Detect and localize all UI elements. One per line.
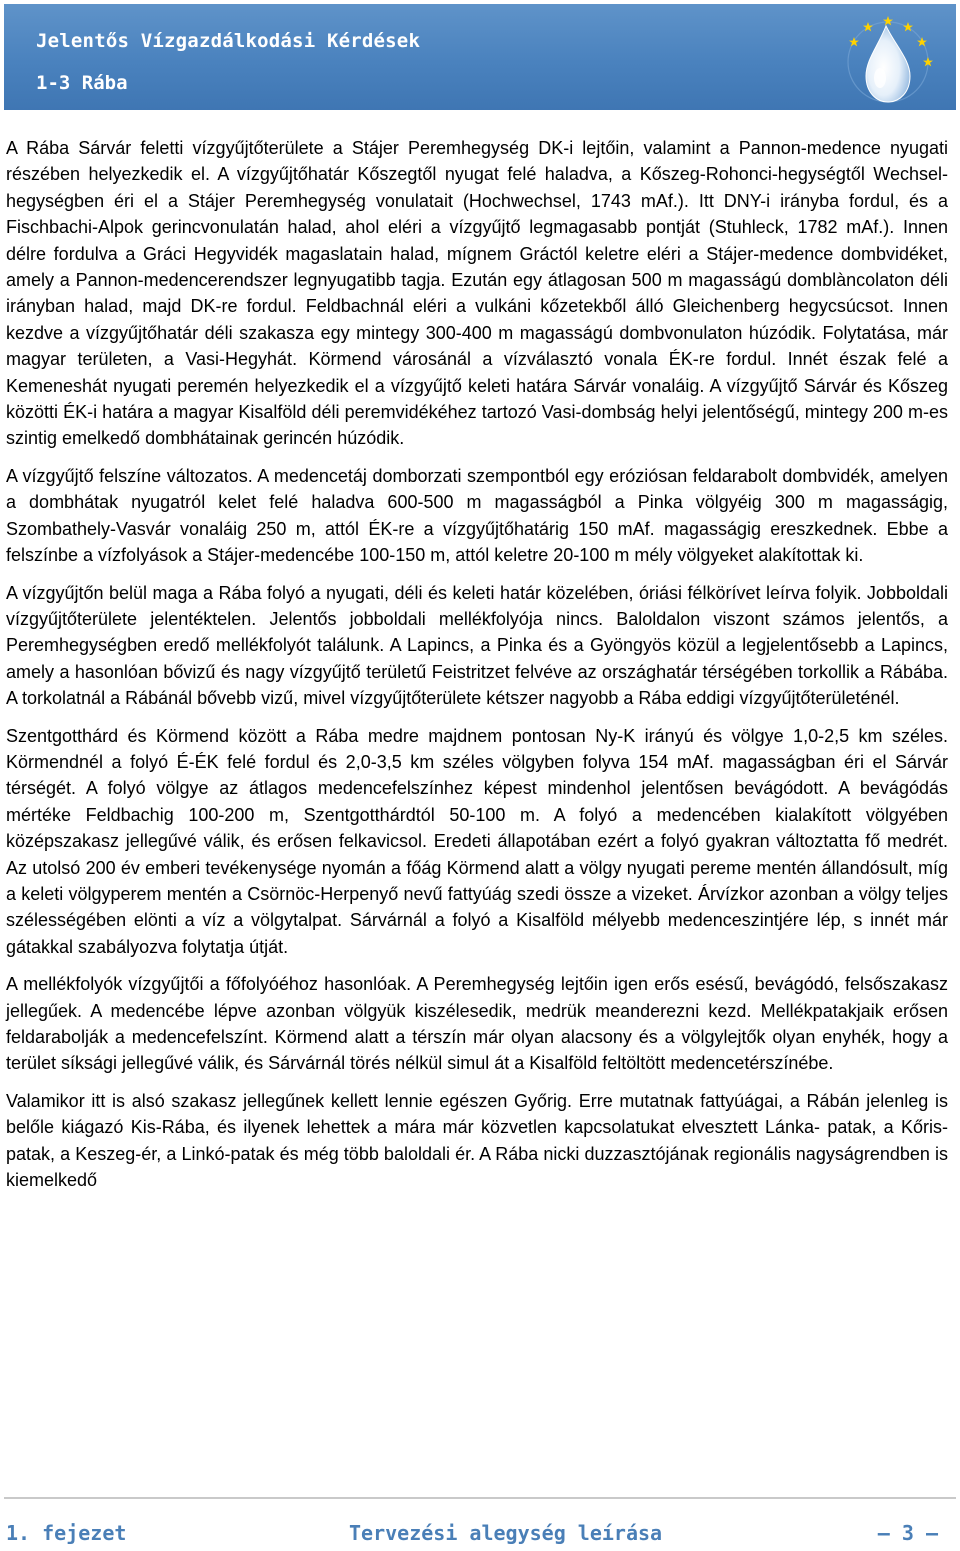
page-header — [4, 4, 956, 110]
header-title: Jelentős Vízgazdálkodási Kérdések — [36, 30, 421, 52]
paragraph-tributaries: A mellékfolyók vízgyűjtői a főfolyóéhoz hasonlóak. A Peremhegység lejtőin igen erős esésű, bevágódó, felsőszakasz jellegűek. A medencébe lépve azonban völgyük kiszélesedik, medrük meanderezni kezd. Mellékpatakjaik erősen feldarabolják a medencefelszínt. Körmend alatt a térszín már olyan alacsony és a völgylejtők olyan enyhék, hogy a terület síksági jellegűvé válik, és Sárvárnál törés nélkül simul át a Kisalföld feltöltött medencetérszínébe. — [6, 974, 948, 1074]
paragraph-watershed-boundary: A Rába Sárvár feletti vízgyűjtőterülete a Stájer Peremhegység DK-i lejtőin, valamint a Pannon-medence nyugati részében helyezkedik el. A vízgyűjtőhatár Kőszegtől nyugat felé haladva, a Kőszeg-Rohonci-hegységtől Wechsel-hegységben éri el a Stájer Peremhegység vonulatait (Hochwechsel, 1743 mAf.). Itt DNY-i irányba fordul, és a Fischbachi-Alpok gerincvonulatán halad, ahol eléri a vízgyűjtő legmagasabb pontját (Stuhleck, 1782 mAf.). Innen délre fordulva a Gráci Hegyvidék magaslatain halad, mígnem Gráctól keletre eléri a Stájer-medence dombvidéket, amely a Pannon-medencerendszer legnyugatibb tagja. Ezután egy átlagosan 500 m magasságú domblàncolaton déli irányban halad, majd DK-re fordul. Feldbachnál eléri a vulkáni kőzetekből álló Gleichenberg hegycsúcsot. Innen kezdve a vízgyűjtőhatár déli szakasza egy mintegy 300-400 m magasságú dombvonulaton húzódik. Folytatása, már magyar területen, a Vasi-Hegyhát. Körmend városánál a vízválasztó vonala ÉK-re fordul. Innét észak felé a Kemeneshát nyugati peremén helyezkedik el a vízgyűjtő keleti határa Sárvár vonaláig. A vízgyűjtő Sárvár és Kőszeg közötti ÉK-i határa a magyar Kisalföld déli peremvidékéhez tartozó Vasi-dombság helyi jelentőségű, mintegy 200 m-es szintig emelkedő dombhátainak gerincén húzódik. — [6, 138, 948, 449]
paragraph-river-course: A vízgyűjtőn belül maga a Rába folyó a nyugati, déli és keleti határ közelében, óriási félkörívet leírva folyik. Jobboldali vízgyűjtőterülete jelentéktelen. Jelentős jobboldali mellékfolyója nincs. Baloldalon viszont számos jelentős, a Peremhegységben eredő mellékfolyót találunk. A Lapincs, a Pinka és a Gyöngyös közül a legjelentősebb a Lapincs, amely a hasonlóan bővizű és nagy vízgyűjtő területű Feistritzet felvéve az országhatár térségében torkollik a Rábába. A torkolatnál a Rábánál bővebb vizű, mivel vízgyűjtőterülete kétszer nagyobb a Rába eddigi vízgyűjtőterületénél. — [6, 582, 948, 709]
paragraph-lower-section: Valamikor itt is alsó szakasz jellegűnek kellett lennie egészen Győrig. Erre mutatnak fattyúágai, a Rábán jelenleg is belőle kiágazó Kis-Rába, és ilyenek lehettek a mára már közvetlen kapcsolatukat elvesztett Lánka- patak, a Kőris-patak, a Keszeg-ér, a Linkó-patak és még több baloldali ér. A Rába nicki duzzasztójának regionális nagyságrendben is kiemelkedő — [6, 1090, 948, 1191]
page-footer — [4, 1521, 956, 1545]
footer-section-title: Tervezési alegység leírása — [349, 1521, 663, 1545]
footer-page-number: ― 3 ― — [877, 1521, 938, 1545]
water-drop-eu-logo — [818, 4, 948, 110]
paragraph-surface: A vízgyűjtő felszíne változatos. A medencetáj domborzati szempontból egy eróziósan feldarabolt dombvidék, amelyen a dombhátak nyugatról kelet felé haladva 600-500 m magasságból a Pinka völgyéig 300 m magasságig, Szombathely-Vasvár vonaláig 250 m, attól ÉK-re a vízgyűjtőhatárig 150 mAf. magasságig ereszkednek. Ebbe a felszínbe a vízfolyások a Stájer-medencébe 100-150 m, attól keletre 20-100 m mély völgyeket alakítottak ki. — [6, 465, 948, 566]
paragraph-valley: Szentgotthárd és Körmend között a Rába medre majdnem pontosan Ny-K irányú és völgye 1,0-2,5 km széles. Körmendnél a folyó É-ÉK felé fordul és 2,0-3,5 km széles völgyben folyva 154 mAf. magasságban éri el Sárvár térségét. A folyó völgye az átlagos medencefelszínhez képest mindenhol jelentősen bevágódott. A bevágódás mértéke Feldbachig 100-200 m, Szentgotthárdtól 50-100 m. A folyó a medencében kialakított völgyében középszakasz jellegűvé válik, és erősen felkavicsol. Eredeti állapotában ezért a folyó gyakran változtatta fő medrét. Az utolsó 200 év emberi tevékenysége nyomán a főág Körmend alatt a völgy nyugati pereme mentén állandósult, míg a keleti völgyperem mentén a Csörnöc-Herpenyő nevű fattyúág szedi össze a vizeket. Árvízkor azonban a völgy teljes szélességében elönti a víz a völgytalpat. Sárvárnál a folyó a Kisalföld mélyebb medenceszintjére lép, s innét már gátakkal szabályozva folytatja útját. — [6, 725, 948, 957]
header-subtitle: 1-3 Rába — [36, 72, 128, 94]
document-body — [6, 135, 948, 1204]
footer-chapter: 1. fejezet — [6, 1521, 127, 1545]
footer-divider — [4, 1497, 956, 1499]
